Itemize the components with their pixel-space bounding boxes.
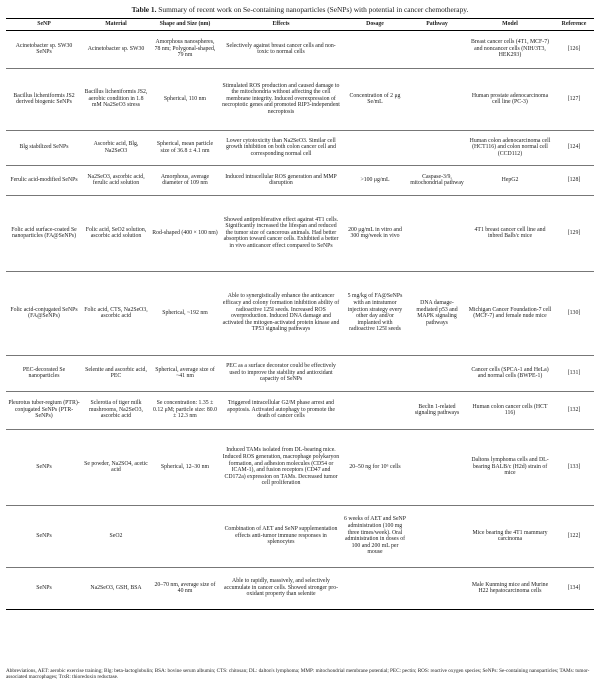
senp-summary-table [6,18,594,610]
table-row [6,567,594,609]
cell-reference: [134] [554,567,594,609]
cell-dosage [342,130,408,165]
cell-dosage [342,391,408,429]
cell-shape: Se concentration: 1.35 ± 0.12 μM; particle size: 80.0 ± 12.3 nm [150,391,220,429]
cell-pathway [408,505,466,567]
cell-shape: Spherical, 110 nm [150,68,220,130]
cell-material: Na2SeO3, ascorbic acid, ferulic acid solution [82,165,150,195]
cell-material: Ascorbic acid, Blg, Na2SeO3 [82,130,150,165]
cell-senp: Bacillus licheniformis JS2 derived biogenic SeNPs [6,68,82,130]
cell-material: SeO2 [82,505,150,567]
cell-reference: [126] [554,30,594,68]
cell-pathway [408,429,466,505]
cell-effects: Induced intracellular ROS generation and MMP disruption [220,165,342,195]
cell-dosage: 5 mg/kg of FA@SeNPs with an intratumor injection strategy every other day and/or implanted with radioactive 125I seeds [342,271,408,355]
table-row [6,30,594,68]
cell-dosage: >100 μg/mL [342,165,408,195]
col-header-shape: Shape and Size (nm) [150,19,220,31]
cell-senp: Ferulic acid-modified SeNPs [6,165,82,195]
cell-material: Na2SeO3, GSH, BSA [82,567,150,609]
cell-shape: Spherical, average size of ~41 nm [150,355,220,391]
col-header-effects: Effects [220,19,342,31]
cell-dosage [342,567,408,609]
cell-model: 4T1 breast cancer cell line and inbred Balb/c mice [466,195,554,271]
abbreviations-footnote: Abbreviations, AET: aerobic exercise training; Blg: beta-lactoglobulin; BSA: bovine serum albumin; CTS: chitosan; DL: dalton's lymphoma; MMP: mitochondrial membrane potential; PEC: pectin; ROS: reactive oxygen species; SeNPs: Se-containing nanoparticles; TAMs: tumor-associated macrophages; TrxR: thioredoxin reductase. [6,668,590,681]
col-header-reference: Reference [554,19,594,31]
cell-shape: Amorphous, average diameter of 109 nm [150,165,220,195]
cell-shape: Spherical, mean particle size of 36.8 ± 4.1 nm [150,130,220,165]
col-header-material: Material [82,19,150,31]
cell-material: Se powder, Na2SO4, acetic acid [82,429,150,505]
cell-reference: [130] [554,271,594,355]
table-row [6,165,594,195]
cell-senp: Folic acid-conjugated SeNPs (FA@SeNPs) [6,271,82,355]
table-row [6,271,594,355]
cell-model: Human colon adenocarcinoma cell (HCT116) and colon normal cell (CCD112) [466,130,554,165]
cell-effects: Induced TAMs isolated from DL-bearing mice. Induced ROS generation, macrophage polykaryon formation, and adhesion molecules (CD54 or ICAM-1), and fusion receptors (CD47 and CD172a) expression on TAMs. Decreased tumor cell proliferation [220,429,342,505]
table-row [6,355,594,391]
cell-pathway: Beclin 1-related signaling pathways [408,391,466,429]
cell-senp: SeNPs [6,567,82,609]
cell-reference: [132] [554,391,594,429]
cell-effects: Able to synergistically enhance the anticancer efficacy and colony formation inhibition ability of radioactive 125I seeds. Increased ROS overproduction. Induced DNA damage and activated the mitogen-activated protein kinase and TP53 signaling pathways [220,271,342,355]
cell-dosage: 6 weeks of AET and SeNP administration (100 mg three times/week). Oral administration in doses of 100 and 200 mL per mouse [342,505,408,567]
cell-senp: Blg stabilized SeNPs [6,130,82,165]
cell-material: Bacillus licheniformis JS2, aerobic condition in 1.8 mM Na2SeO3 stress [82,68,150,130]
cell-pathway [408,567,466,609]
table-label: Table 1. [131,5,157,14]
cell-dosage: 20–50 ng for 10⁶ cells [342,429,408,505]
table-row [6,391,594,429]
cell-effects: Combination of AET and SeNP supplementation effects anti-tumor immune responses in splenocytes [220,505,342,567]
cell-senp: Folic acid surface-coated Se nanoparticles (FA@SeNPs) [6,195,82,271]
cell-material: Acinetobacter sp. SW30 [82,30,150,68]
header-row [6,19,594,31]
table-title: Summary of recent work on Se-containing nanoparticles (SeNPs) with potential in cancer chemotherapy. [158,5,469,14]
cell-reference: [124] [554,130,594,165]
cell-model: Male Kunming mice and Murine H22 hepatocarcinoma cells [466,567,554,609]
cell-pathway [408,30,466,68]
col-header-pathway: Pathway [408,19,466,31]
cell-effects: Showed antiproliferative effect against 4T1 cells. Significantly increased the lifespan and reduced the tumor size of cancerous animals. Had better absorption toward cancer cells. Exhibited a better in vivo anticancer effect compared to SeNPs [220,195,342,271]
cell-pathway: DNA damage-mediated p53 and MAPK signaling pathways [408,271,466,355]
cell-effects: PEC as a surface decorator could be effectively used to improve the stability and antioxidant capacity of SeNPs [220,355,342,391]
cell-senp: Acinetobacter sp. SW30 SeNPs [6,30,82,68]
table-row [6,505,594,567]
col-header-senp: SeNP [6,19,82,31]
cell-model: Cancer cells (SPCA-1 and HeLa) and normal cells (BWPE-1) [466,355,554,391]
cell-effects: Lower cytotoxicity than Na2SeO3. Similar cell growth inhibition on both colon cancer cell and corresponding normal cell [220,130,342,165]
table-row [6,68,594,130]
cell-material: Folic acid, CTS, Na2SeO3, ascorbic acid [82,271,150,355]
cell-shape: Spherical, ~192 nm [150,271,220,355]
cell-dosage: Concentration of 2 μg Se/mL [342,68,408,130]
cell-dosage [342,30,408,68]
cell-model: Breast cancer cells (4T1, MCF-7) and noncancer cells (NIH/3T3, HEK293) [466,30,554,68]
cell-effects: Able to rapidly, massively, and selectively accumulate in cancer cells. Showed stronger pro-oxidant property than selenite [220,567,342,609]
cell-reference: [131] [554,355,594,391]
cell-senp: Pleurotus tuber-regium (PTR)-conjugated SeNPs (PTR-SeNPs) [6,391,82,429]
cell-material: Folic acid, SeO2 solution, ascorbic acid solution [82,195,150,271]
cell-senp: SeNPs [6,505,82,567]
cell-pathway [408,355,466,391]
cell-effects: Selectively against breast cancer cells and non-toxic to normal cells [220,30,342,68]
cell-material: Selenite and ascorbic acid, PEC [82,355,150,391]
cell-model: Mice bearing the 4T1 mammary carcinoma [466,505,554,567]
cell-dosage [342,355,408,391]
cell-pathway [408,195,466,271]
cell-pathway [408,68,466,130]
cell-pathway [408,130,466,165]
cell-model: Michigan Cancer Foundation-7 cell (MCF-7) and female nude mice [466,271,554,355]
cell-reference: [127] [554,68,594,130]
cell-effects: Stimulated ROS production and caused damage to the mitochondria without affecting the cell membrane integrity. Induced overexpression of necroptotic genes and promoted RIP3-independent necroptosis [220,68,342,130]
cell-dosage: 200 μg/mL in vitro and 300 mg/week in vivo [342,195,408,271]
cell-shape: 20–70 nm, average size of 40 nm [150,567,220,609]
cell-shape: Spherical, 12–30 nm [150,429,220,505]
cell-model: Daltons lymphoma cells and DL-bearing BALB/c (H2d) strain of mice [466,429,554,505]
table-caption [0,5,600,14]
cell-model: HepG2 [466,165,554,195]
table-row [6,130,594,165]
cell-effects: Triggered intracellular G2/M phase arrest and apoptosis. Activated autophagy to promote the death of cancer cells [220,391,342,429]
cell-shape [150,505,220,567]
cell-senp: SeNPs [6,429,82,505]
cell-reference: [128] [554,165,594,195]
cell-model: Human colon cancer cells (HCT 116) [466,391,554,429]
table-row [6,195,594,271]
col-header-dosage: Dosage [342,19,408,31]
cell-reference: [129] [554,195,594,271]
col-header-model: Model [466,19,554,31]
cell-reference: [122] [554,505,594,567]
cell-shape: Rod-shaped (400 × 100 nm) [150,195,220,271]
table-row [6,429,594,505]
cell-model: Human prostate adenocarcinoma cell line (PC-3) [466,68,554,130]
cell-material: Sclerotia of tiger milk mushrooms, Na2SeO3, ascorbic acid [82,391,150,429]
cell-shape: Amorphous nanospheres, 78 nm; Polygonal-shaped, 79 nm [150,30,220,68]
cell-reference: [133] [554,429,594,505]
cell-pathway: Caspase-3/9, mitochondrial pathway [408,165,466,195]
cell-senp: PEC-decorated Se nanoparticles [6,355,82,391]
